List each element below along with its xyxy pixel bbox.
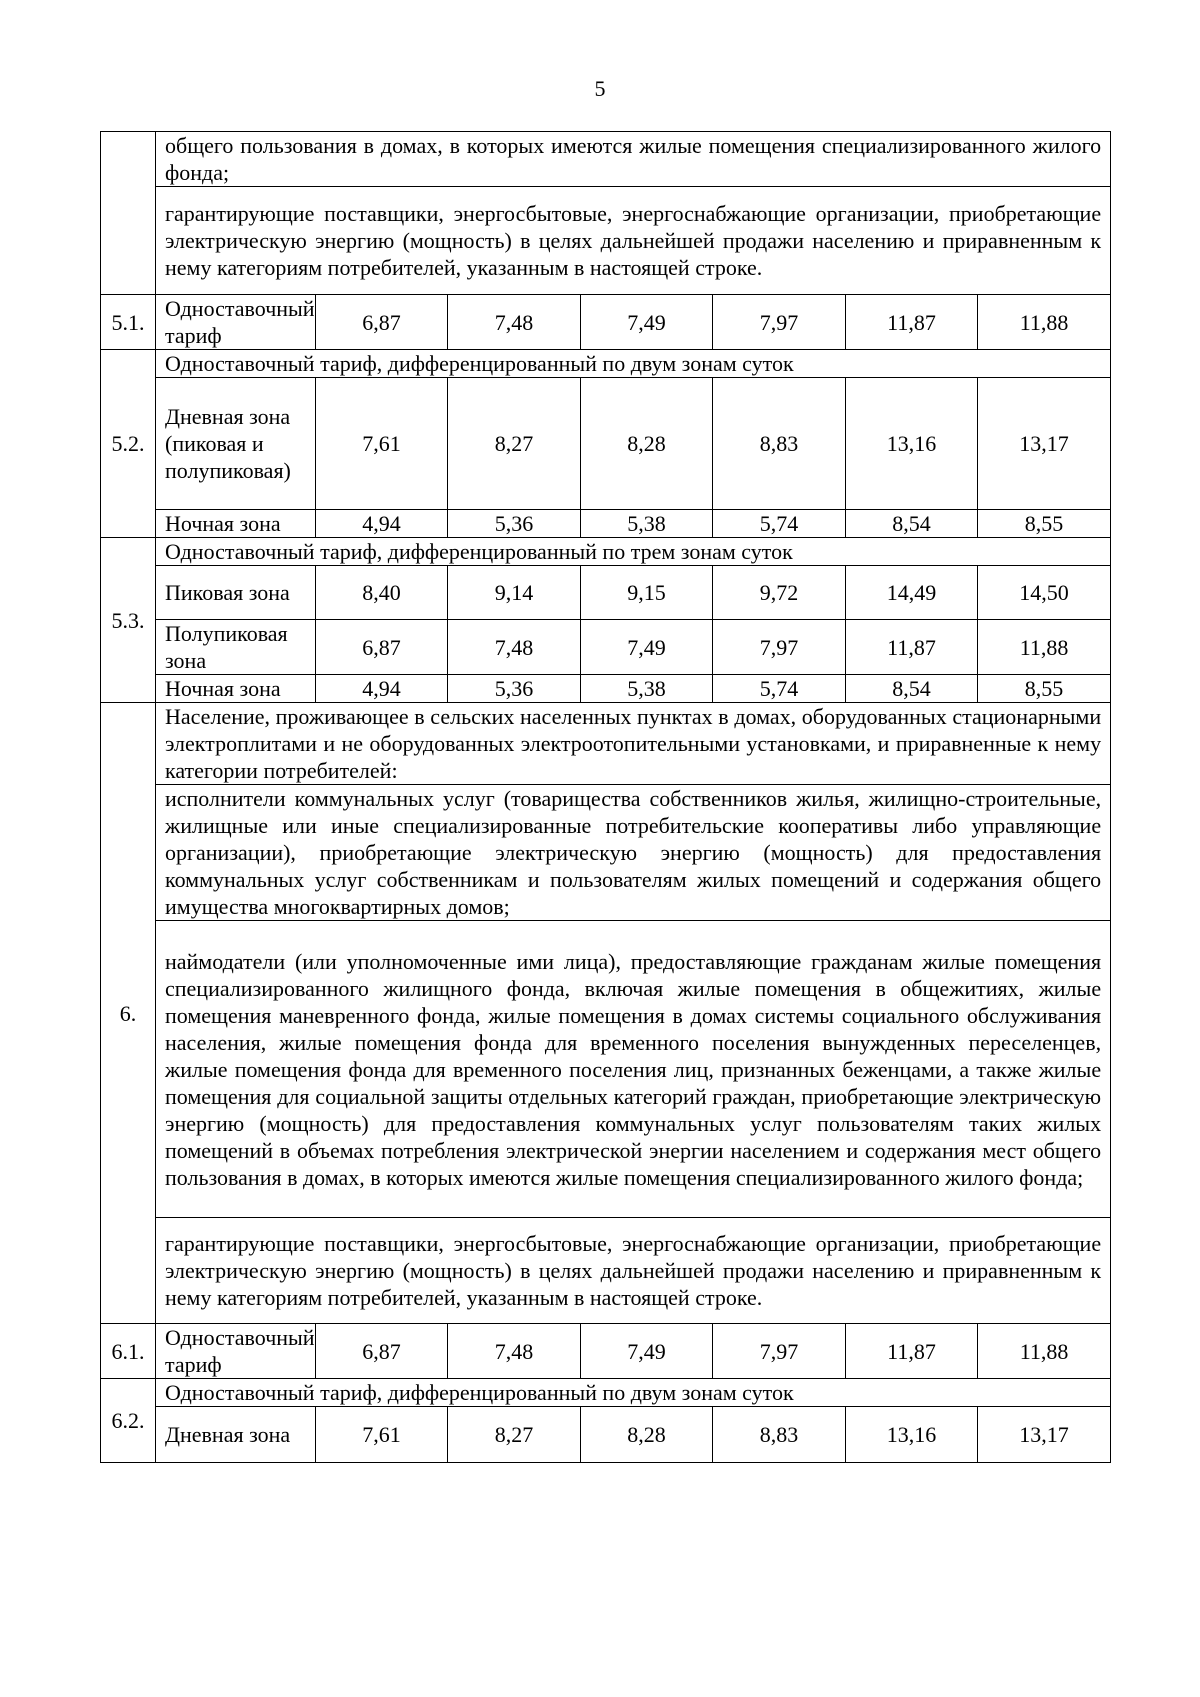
value-cell: 6,87 bbox=[316, 620, 448, 675]
row-number: 5.2. bbox=[101, 350, 156, 538]
value-cell: 13,16 bbox=[846, 378, 978, 510]
table-row bbox=[101, 350, 1111, 378]
row-number: 6.1. bbox=[101, 1324, 156, 1379]
tariff-label: Пиковая зона bbox=[156, 566, 316, 620]
table-row bbox=[101, 378, 1111, 510]
value-cell: 6,87 bbox=[316, 1324, 448, 1379]
value-cell: 8,54 bbox=[846, 675, 978, 703]
value-cell: 5,36 bbox=[448, 510, 581, 538]
tariff-label: Одноставочный тариф bbox=[156, 1324, 316, 1379]
value-cell: 7,97 bbox=[713, 1324, 846, 1379]
value-cell: 8,28 bbox=[581, 378, 713, 510]
value-cell: 6,87 bbox=[316, 295, 448, 350]
category-text: Население, проживающее в сельских населенных пунктах в домах, оборудованных стационарными электроплитами и не оборудованных электроотопительными установками, и приравненные к нему категории потребителей: bbox=[156, 703, 1111, 785]
table-row bbox=[101, 785, 1111, 921]
row-number: 5.3. bbox=[101, 538, 156, 703]
value-cell: 11,87 bbox=[846, 620, 978, 675]
row-number: 6.2. bbox=[101, 1379, 156, 1463]
table-row bbox=[101, 1218, 1111, 1324]
value-cell: 8,55 bbox=[978, 675, 1111, 703]
value-cell: 8,55 bbox=[978, 510, 1111, 538]
table-row bbox=[101, 921, 1111, 1218]
value-cell: 8,83 bbox=[713, 1407, 846, 1463]
value-cell: 14,50 bbox=[978, 566, 1111, 620]
row-number-cell bbox=[101, 132, 156, 295]
value-cell: 14,49 bbox=[846, 566, 978, 620]
value-cell: 7,48 bbox=[448, 1324, 581, 1379]
value-cell: 7,49 bbox=[581, 295, 713, 350]
value-cell: 11,88 bbox=[978, 620, 1111, 675]
value-cell: 7,97 bbox=[713, 620, 846, 675]
table-row bbox=[101, 1324, 1111, 1379]
tariff-label: Дневная зона bbox=[156, 1407, 316, 1463]
row-number: 6. bbox=[101, 703, 156, 1324]
value-cell: 8,28 bbox=[581, 1407, 713, 1463]
table-row bbox=[101, 1407, 1111, 1463]
value-cell: 11,88 bbox=[978, 1324, 1111, 1379]
value-cell: 13,17 bbox=[978, 1407, 1111, 1463]
table-row bbox=[101, 538, 1111, 566]
table-row bbox=[101, 1379, 1111, 1407]
table-row bbox=[101, 620, 1111, 675]
subheader-text: Одноставочный тариф, дифференцированный по двум зонам суток bbox=[156, 350, 1111, 378]
tariff-table bbox=[100, 131, 1111, 1463]
table-row bbox=[101, 187, 1111, 295]
value-cell: 13,16 bbox=[846, 1407, 978, 1463]
value-cell: 7,48 bbox=[448, 620, 581, 675]
value-cell: 7,49 bbox=[581, 620, 713, 675]
value-cell: 7,61 bbox=[316, 1407, 448, 1463]
tariff-label: Ночная зона bbox=[156, 510, 316, 538]
subheader-text: Одноставочный тариф, дифференцированный по двум зонам суток bbox=[156, 1379, 1111, 1407]
value-cell: 5,74 bbox=[713, 510, 846, 538]
table-row bbox=[101, 566, 1111, 620]
category-text: гарантирующие поставщики, энергосбытовые, энергоснабжающие организации, приобретающие электрическую энергию (мощность) в целях дальнейшей продажи населению и приравненным к нему категориям потребителей, указанным в настоящей строке. bbox=[156, 187, 1111, 295]
value-cell: 13,17 bbox=[978, 378, 1111, 510]
table-row bbox=[101, 510, 1111, 538]
tariff-label: Дневная зона (пиковая и полупиковая) bbox=[156, 378, 316, 510]
value-cell: 4,94 bbox=[316, 510, 448, 538]
value-cell: 7,48 bbox=[448, 295, 581, 350]
category-text: исполнители коммунальных услуг (товарищества собственников жилья, жилищно-строительные, жилищные или иные специализированные потребительские кооперативы либо управляющие организации), приобретающие электрическую энергию (мощность) для предоставления коммунальных услуг собственникам и пользователям жилых помещений и содержания общего имущества многоквартирных домов; bbox=[156, 785, 1111, 921]
value-cell: 7,61 bbox=[316, 378, 448, 510]
category-text: общего пользования в домах, в которых имеются жилые помещения специализированного жилого фонда; bbox=[156, 132, 1111, 187]
value-cell: 9,14 bbox=[448, 566, 581, 620]
subheader-text: Одноставочный тариф, дифференцированный по трем зонам суток bbox=[156, 538, 1111, 566]
value-cell: 7,49 bbox=[581, 1324, 713, 1379]
value-cell: 5,74 bbox=[713, 675, 846, 703]
value-cell: 9,15 bbox=[581, 566, 713, 620]
table-row bbox=[101, 675, 1111, 703]
tariff-label: Полупиковая зона bbox=[156, 620, 316, 675]
value-cell: 5,38 bbox=[581, 510, 713, 538]
value-cell: 5,36 bbox=[448, 675, 581, 703]
value-cell: 5,38 bbox=[581, 675, 713, 703]
table-row bbox=[101, 132, 1111, 187]
category-text: гарантирующие поставщики, энергосбытовые, энергоснабжающие организации, приобретающие электрическую энергию (мощность) в целях дальнейшей продажи населению и приравненным к нему категориям потребителей, указанным в настоящей строке. bbox=[156, 1218, 1111, 1324]
tariff-label: Одноставочный тариф bbox=[156, 295, 316, 350]
value-cell: 8,83 bbox=[713, 378, 846, 510]
value-cell: 8,27 bbox=[448, 1407, 581, 1463]
value-cell: 8,54 bbox=[846, 510, 978, 538]
table-row bbox=[101, 295, 1111, 350]
row-number: 5.1. bbox=[101, 295, 156, 350]
value-cell: 8,40 bbox=[316, 566, 448, 620]
value-cell: 11,87 bbox=[846, 1324, 978, 1379]
value-cell: 11,88 bbox=[978, 295, 1111, 350]
category-text: наймодатели (или уполномоченные ими лица), предоставляющие гражданам жилые помещения специализированного жилищного фонда, включая жилые помещения в общежитиях, жилые помещения маневренного фонда, жилые помещения в домах системы социального обслуживания населения, жилые помещения фонда для временного поселения вынужденных переселенцев, жилые помещения фонда для временного поселения лиц, признанных беженцами, а также жилые помещения для социальной защиты отдельных категорий граждан, приобретающие электрическую энергию (мощность) для предоставления коммунальных услуг пользователям таких жилых помещений в объемах потребления электрической энергии населением и содержания мест общего пользования в домах, в которых имеются жилые помещения специализированного жилого фонда; bbox=[156, 921, 1111, 1218]
tariff-label: Ночная зона bbox=[156, 675, 316, 703]
value-cell: 11,87 bbox=[846, 295, 978, 350]
value-cell: 9,72 bbox=[713, 566, 846, 620]
value-cell: 7,97 bbox=[713, 295, 846, 350]
page-number: 5 bbox=[594, 76, 606, 101]
value-cell: 4,94 bbox=[316, 675, 448, 703]
value-cell: 8,27 bbox=[448, 378, 581, 510]
table-row bbox=[101, 703, 1111, 785]
